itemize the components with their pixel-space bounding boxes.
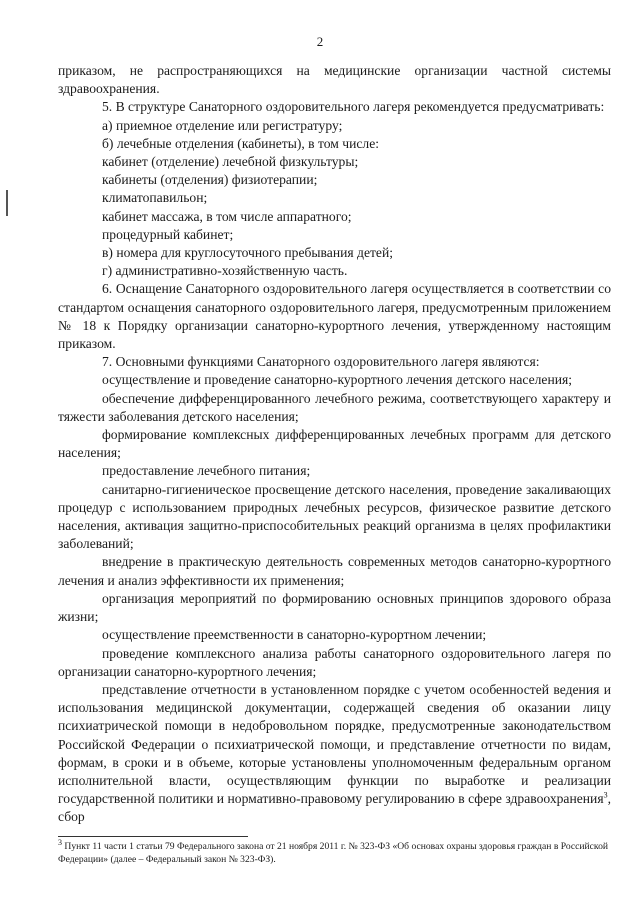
reporting-text-tail: , сбор [58,791,611,825]
list-item: г) административно-хозяйственную часть. [102,263,348,279]
function-item: проведение комплексного анализа работы санаторного оздоровительного лагеря по организации санаторно-курортного лечения; [58,645,611,679]
function-item: осуществление и проведение санаторно-курортного лечения детского населения; [102,372,573,388]
footnote-text: Пункт 11 части 1 статьи 79 Федерального закона от 21 ноября 2011 г. № 323-ФЗ «Об основах охраны здоровья граждан в Российской Федерации» (далее – Федеральный закон № 323-ФЗ). [58,841,609,865]
list-item: а) приемное отделение или регистратуру; [102,117,343,133]
function-item-reporting [58,681,611,827]
paragraph-continuation: приказом, не распространяющихся на медицинские организации частной системы здравоохранения. [58,63,611,97]
footnote [58,837,611,866]
function-item: предоставление лечебного питания; [102,463,311,479]
paragraph-item-5: 5. В структуре Санаторного оздоровительного лагеря рекомендуется предусматривать: [102,99,605,115]
list-item: кабинет (отделение) лечебной физкультуры; [102,154,359,170]
paragraph-item-6: 6. Оснащение Санаторного оздоровительного лагеря осуществляется в соответствии со стандартом оснащения санаторного оздоровительного лагеря, предусмотренным приложением № 18 к Порядку организации санаторно-курортного лечения, утвержденному настоящим приказом. [58,281,611,352]
list-item: кабинет массажа, в том числе аппаратного; [102,208,352,224]
list-item: кабинеты (отделения) физиотерапии; [102,172,318,188]
list-item: процедурный кабинет; [102,226,234,242]
document-body [58,62,611,827]
list-item: б) лечебные отделения (кабинеты), в том числе: [102,135,380,151]
footnote-ref: 3 [603,790,608,800]
footnote-divider [58,836,248,837]
function-item: внедрение в практическую деятельность современных методов санаторно-курортного лечения и анализ эффективности их применения; [58,554,611,588]
function-item: организация мероприятий по формированию основных принципов здорового образа жизни; [58,590,611,625]
reporting-text: представление отчетности в установленном порядке с учетом особенностей ведения и использования медицинской документации, содержащей сведения об оказании лицу психиатрической помощи в недобровольном порядке, предусмотренные законодательством Российской Федерации о психиатрической помощи, и представление отчетности по видам, формам, в сроки и в объеме, которые установлены уполномоченным федеральным органом исполнительной власти, осуществляющим функции по выработке и реализации государственной политики и нормативно-правовому регулированию в сфере здравоохранения [58,681,611,807]
paragraph-item-7: 7. Основными функциями Санаторного оздоровительного лагеря являются: [102,354,540,370]
list-item: в) номера для круглосуточного пребывания детей; [102,245,393,261]
list-item: климатопавильон; [102,190,208,206]
function-item: осуществление преемственности в санаторно-курортном лечении; [102,627,487,643]
page-number: 2 [316,34,324,49]
scan-margin-mark [6,190,8,216]
function-item: обеспечение дифференцированного лечебного режима, соответствующего характеру и тяжести заболевания детского населения; [58,390,611,424]
function-item: формирование комплексных дифференцированных лечебных программ для детского населения; [58,427,611,461]
function-item: санитарно-гигиеническое просвещение детского населения, проведение закаливающих процедур с использованием природных лечебных ресурсов, физическое развитие детского населения, активация защитно-приспособительных реакций организма в целях профилактики заболеваний; [58,481,611,552]
footnote-marker: 3 [58,837,62,847]
